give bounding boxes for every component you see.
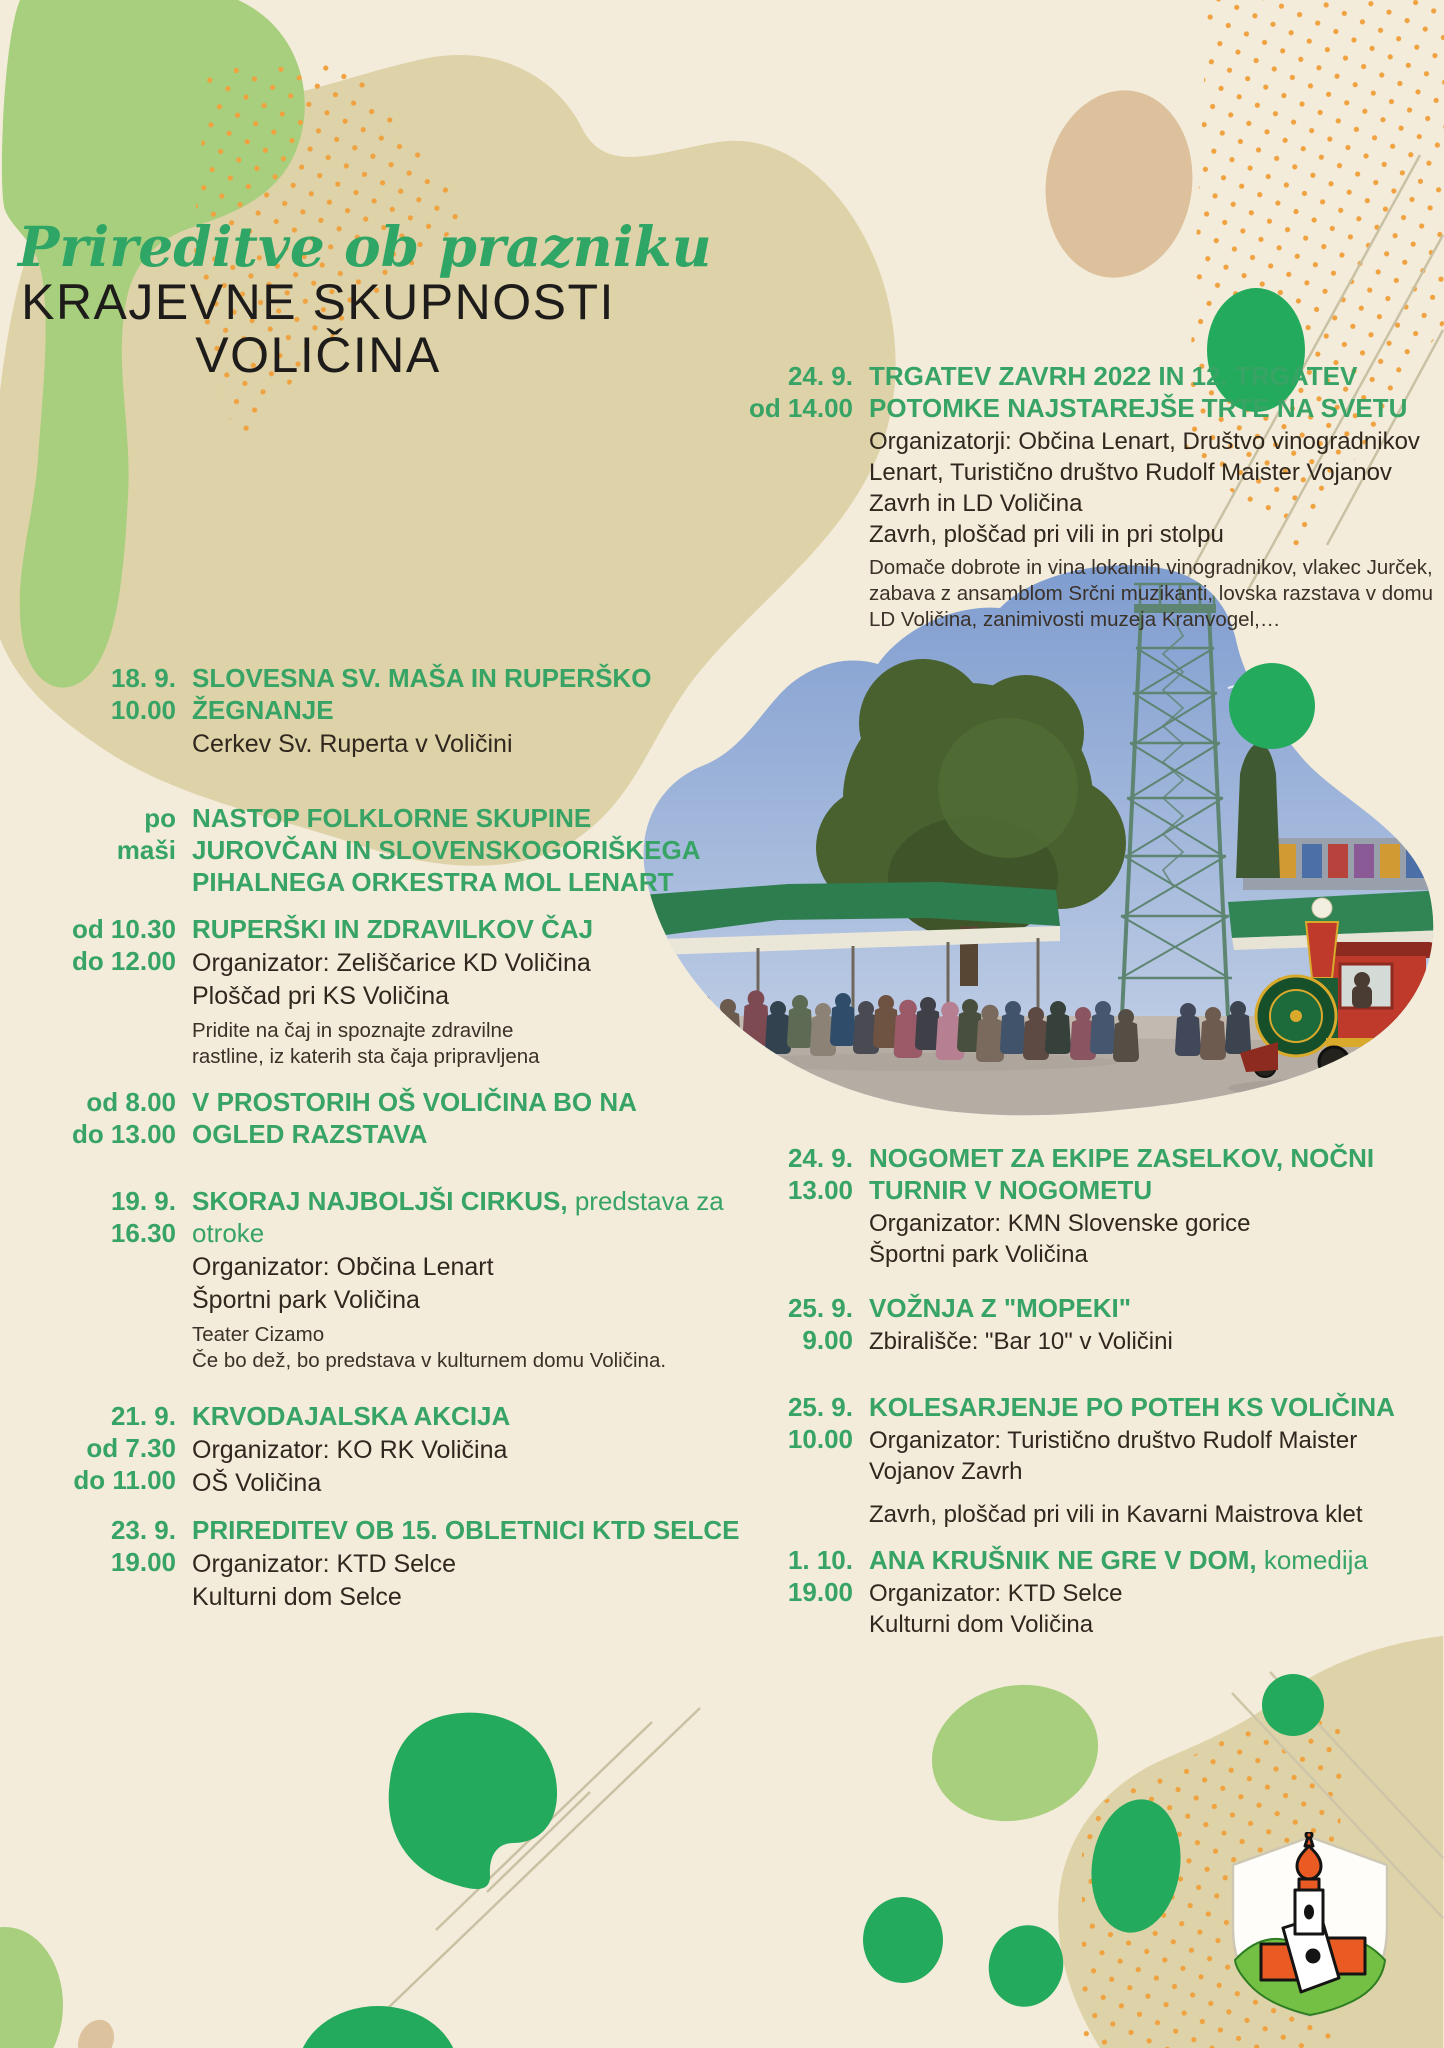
event-datetime: [36, 1514, 176, 1614]
event-time-line: 24. 9.: [787, 1143, 853, 1173]
event-item: [36, 1400, 656, 1500]
event-item: [748, 1292, 1444, 1357]
event-note: [869, 555, 1444, 633]
event-datetime: [748, 1544, 853, 1640]
event-location: [192, 1251, 656, 1317]
event-title: [192, 913, 656, 945]
event-title-line: POTOMKE NAJSTAREJŠE TRTE NA SVETU: [869, 393, 1408, 423]
event-title-line: PIHALNEGA ORKESTRA MOL LENART: [192, 867, 674, 897]
event-details: [869, 1544, 1444, 1640]
event-location-line: Kulturni dom Voličina: [869, 1611, 1094, 1638]
event-title-line: SKORAJ NAJBOLJŠI CIRKUS, predstava za: [192, 1186, 724, 1216]
event-note-line: Pridite na čaj in spoznajte zdravilne: [192, 1019, 514, 1042]
event-location-line: Organizatorji: Občina Lenart, Društvo vinogradnikov Lenart, Turistično društvo Rudolf Maister Vojanov Zavrh in LD Voličina: [869, 428, 1420, 517]
event-datetime: [748, 1292, 853, 1357]
event-title-line: PRIREDITEV OB 15. OBLETNICI KTD SELCE: [192, 1515, 740, 1545]
event-location: [869, 426, 1444, 550]
light-green-blob-left-edge: [0, 1927, 63, 2048]
event-location: [192, 728, 656, 761]
event-datetime: [36, 1400, 176, 1500]
event-details: [869, 1391, 1444, 1530]
event-location: [192, 1548, 656, 1614]
event-time-line: 18. 9.: [110, 663, 176, 693]
event-time-line: od 10.30: [71, 914, 176, 944]
crest-tower-window: [1304, 1905, 1314, 1920]
event-location-line: Organizator: Občina Lenart: [192, 1253, 494, 1281]
event-time-line: 21. 9.: [110, 1401, 176, 1431]
event-location: [869, 1208, 1444, 1270]
event-location-line: Zbirališče: "Bar 10" v Voličini: [869, 1328, 1173, 1355]
event-details: [869, 1142, 1444, 1270]
poster-header: [18, 214, 712, 383]
event-title-line: KOLESARJENJE PO POTEH KS VOLIČINA: [869, 1392, 1395, 1422]
poster-title-script: Prireditve ob prazniku: [18, 214, 712, 279]
event-title-line: TRGATEV ZAVRH 2022 IN 12. TRGATEV: [869, 361, 1358, 391]
event-time-line: od 8.00: [86, 1087, 176, 1117]
green-dot-small: [1262, 1674, 1324, 1736]
events-column-right-bottom: [748, 1142, 1444, 1640]
event-location: [869, 1425, 1444, 1530]
event-title: [192, 1514, 740, 1546]
event-time-line: 19. 9.: [110, 1186, 176, 1216]
events-column-right-top: [748, 360, 1444, 633]
event-note-line: Domače dobrote in vina lokalnih vinogradnikov, vlakec Jurček, zabava z ansamblom Srčni muzikanti, lovska razstava v domu LD Voličina, zanimivosti muzeja Kranvogel,…: [869, 556, 1433, 631]
event-time-line: po: [144, 803, 176, 833]
beige-dot-bottom-left: [71, 2014, 120, 2048]
event-title: [192, 1400, 656, 1432]
crest-nave-window: [1306, 1949, 1321, 1964]
event-time-line: 9.00: [802, 1325, 853, 1355]
green-blob-bottom-edge: [298, 2006, 458, 2048]
event-details: [869, 1292, 1444, 1357]
event-title: [192, 802, 701, 898]
event-item: [36, 913, 656, 1070]
event-location-line: Organizator: KTD Selce: [192, 1550, 456, 1578]
event-time-line: 13.00: [787, 1175, 853, 1205]
event-title: [192, 662, 656, 726]
event-details: [869, 360, 1444, 633]
event-location-line: Organizator: Turistično društvo Rudolf Maister Vojanov Zavrh: [869, 1427, 1358, 1485]
event-title-line: NASTOP FOLKLORNE SKUPINE: [192, 803, 592, 833]
event-title: [869, 1292, 1444, 1324]
event-title-line: ŽEGNANJE: [192, 695, 334, 725]
event-location-line: Športni park Voličina: [192, 1286, 420, 1314]
event-note-line: Teater Cizamo: [192, 1323, 325, 1346]
event-details: [192, 1400, 656, 1500]
event-note: [192, 1018, 656, 1070]
event-title-line: TURNIR V NOGOMETU: [869, 1175, 1153, 1205]
event-time-line: 10.00: [110, 695, 176, 725]
event-details: [192, 913, 656, 1070]
event-location-line: Organizator: KMN Slovenske gorice: [869, 1210, 1251, 1237]
event-item: [748, 1142, 1444, 1270]
event-title-line: OGLED RAZSTAVA: [192, 1119, 428, 1149]
event-item: [36, 1514, 740, 1614]
event-time-line: do 13.00: [71, 1119, 176, 1149]
event-datetime: [36, 1086, 176, 1150]
event-datetime: [36, 913, 176, 1070]
event-time-line: do 11.00: [73, 1465, 176, 1495]
event-title-line: RUPERŠKI IN ZDRAVILKOV ČAJ: [192, 914, 594, 944]
event-time-line: 19.00: [110, 1547, 176, 1577]
event-title-line: JUROVČAN IN SLOVENSKOGORIŠKEGA: [192, 835, 701, 865]
event-location: [192, 1434, 656, 1500]
event-title-line: ANA KRUŠNIK NE GRE V DOM, komedija: [869, 1545, 1368, 1575]
green-circle-bottom-2: [980, 1917, 1073, 2015]
event-title: [192, 1086, 656, 1150]
spacer: [869, 1487, 1444, 1499]
event-location-line: Organizator: Zeliščarice KD Voličina: [192, 949, 591, 977]
event-details: [192, 1185, 724, 1374]
event-time-line: 16.30: [110, 1218, 176, 1248]
event-location-line: Kulturni dom Selce: [192, 1583, 402, 1611]
event-item: [36, 802, 701, 898]
event-item: [748, 1391, 1444, 1530]
event-datetime: [748, 1391, 853, 1530]
event-datetime: [36, 802, 176, 898]
event-time-line: 25. 9.: [787, 1293, 853, 1323]
event-location-line: Športni park Voličina: [869, 1241, 1088, 1268]
event-time-line: od 14.00: [748, 393, 853, 423]
event-time-line: 25. 9.: [787, 1392, 853, 1422]
green-circle-photo-corner: [1229, 663, 1315, 749]
event-note-line: Če bo dež, bo predstava v kulturnem domu Voličina.: [192, 1349, 667, 1372]
event-datetime: [748, 360, 853, 633]
poster-title-line2: VOLIČINA: [195, 326, 441, 383]
event-title-line: KRVODAJALSKA AKCIJA: [192, 1401, 511, 1431]
event-title: [869, 360, 1444, 424]
event-details: [192, 662, 656, 761]
event-time-line: 10.00: [787, 1424, 853, 1454]
event-title-line: otroke: [192, 1218, 265, 1248]
event-location-line: Organizator: KTD Selce: [869, 1580, 1123, 1607]
event-title: [869, 1142, 1444, 1206]
event-location: [192, 947, 656, 1013]
event-item: [36, 1086, 656, 1150]
event-time-line: 19.00: [787, 1577, 853, 1607]
event-item: [36, 662, 656, 761]
event-details: [192, 802, 701, 898]
events-column-left: [36, 662, 740, 1614]
event-title-line: VOŽNJA Z "MOPEKI": [869, 1293, 1132, 1323]
event-item: [748, 360, 1444, 633]
event-location: [869, 1326, 1444, 1357]
event-title-line: NOGOMET ZA EKIPE ZASELKOV, NOČNI: [869, 1143, 1375, 1173]
event-title: [192, 1185, 724, 1249]
event-note-line: rastline, iz katerih sta čaja pripravljena: [192, 1045, 540, 1068]
event-time-line: maši: [116, 835, 176, 865]
event-details: [192, 1086, 656, 1150]
event-location-line: Ploščad pri KS Voličina: [192, 982, 450, 1010]
event-time-line: od 7.30: [86, 1433, 176, 1463]
event-datetime: [36, 1185, 176, 1374]
event-time-line: 23. 9.: [110, 1515, 176, 1545]
volicina-crest: [1225, 1832, 1395, 2022]
event-item: [748, 1544, 1444, 1640]
event-time-line: 24. 9.: [787, 361, 853, 391]
event-title-line: V PROSTORIH OŠ VOLIČINA BO NA: [192, 1087, 637, 1117]
event-details: [192, 1514, 740, 1614]
event-location: [869, 1578, 1444, 1640]
event-title: [869, 1391, 1444, 1423]
event-location-line: OŠ Voličina: [192, 1469, 322, 1497]
event-location-line: Cerkev Sv. Ruperta v Voličini: [192, 730, 513, 758]
poster-title-line1: KRAJEVNE SKUPNOSTI: [21, 273, 615, 330]
beige-ellipse: [1034, 81, 1205, 287]
event-location-line: Zavrh, ploščad pri vili in pri stolpu: [869, 521, 1224, 548]
event-title-line: SLOVESNA SV. MAŠA IN RUPERŠKO: [192, 663, 652, 693]
event-note: [192, 1322, 667, 1374]
event-item: [36, 1185, 724, 1374]
green-kidney-blob: [389, 1713, 557, 1889]
event-datetime: [748, 1142, 853, 1270]
event-location-line: Organizator: KO RK Voličina: [192, 1436, 508, 1464]
event-location-line: Zavrh, ploščad pri vili in Kavarni Maistrova klet: [869, 1501, 1363, 1528]
event-time-line: 1. 10.: [787, 1545, 853, 1575]
event-datetime: [36, 662, 176, 761]
event-title: [869, 1544, 1444, 1576]
crowd-shadow: [738, 1053, 1118, 1071]
event-time-line: do 12.00: [71, 946, 176, 976]
green-circle-bottom-1: [863, 1897, 943, 1983]
event-photo-blob: [628, 548, 1444, 1128]
